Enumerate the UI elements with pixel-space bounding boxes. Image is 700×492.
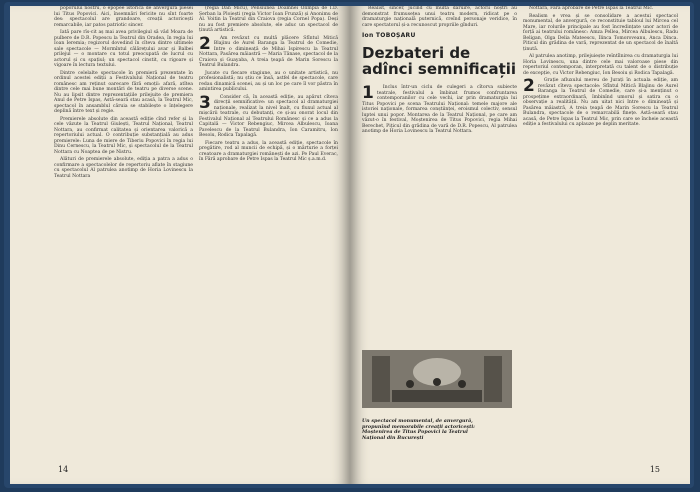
paragraph: Am revăzut cu multă plăcere Sfîntul Mitică Blajinu de Aurel Baranga la Teatrul de Comedie, Intre o dimineață de Mihai Ispirescu la Teatrul Nottara, Pasărea măiastră — Maria Tănase, spectacol de la Craiova și Guayaba, A treia țeapă de Marin Sorescu la Teatrul Bulandra. [199, 35, 338, 68]
paragraph: Alături de premierele absolute, ediția a patra a adus o confirmare a spectacolelor de repertoriu aflate în stagiune cu spectacolul Al patrulea anotimp de Horia Lovinescu la Teatrul Nottara [54, 157, 193, 179]
section-2-block [523, 78, 678, 128]
article-title-line: Dezbateri de [362, 44, 471, 62]
page-number: 14 [58, 465, 69, 474]
paragraph: Nottara, Fără aprobare de Petre Ispas la Teatrul Mic. [529, 6, 654, 11]
paragraph: Realism e vrea și se consolidare a acestui spectacol monumental, de anvergură, ce reconstituie tabloul lui Mircea cel Mare, iar rolurile principale au fost încredințate unor actori de forță ai teatrului românesc: Amza Pellea, Mircea Albulescu, Radu Beligan, Olga Delia Mateescu, Ilinca Tomoroveanu, Anca Dinca. Piticul din grădina de vară, reprezentat de un spectacol de înaltă ținută. [523, 13, 678, 52]
left-page-column-2 [199, 6, 338, 456]
left-page [10, 6, 350, 484]
paragraph: Jucate cu fiecare stagiune, au o unitate artistică, nu profesionalistă; nu știu ce însă, astfel de spectacole, care redau dinamică scenei, au și un loc pe care îl vor păstra în amintirea publicului. [199, 70, 338, 92]
paragraph: Realist, sincer, jucînd cu multă dăruire, actorii noștri au demonstrat frumusețea unui teatru modern, ridicat pe o dramaturgie națională puternică, creînd personaje veridice, în care spectatorul și-a recunoscut propriile gînduri. [362, 6, 517, 28]
paragraph: Iată pare rîs-cit aș mai avea privilegiul să văd Moara de pulbere de D.R. Popescu la Teatrul din Oradea, în regia lui Ioan Ieremia; regizorul dovedind în cîteva dintre ultimele sale spectacole — Mormîntul călărețului avar și Balbei prilejul — o montare cu totul preocupată de lucrul cu actorul și cu spațiul; un spectacol cinstit, cu rigoare și vigoare în lectura textului. [54, 30, 193, 68]
stage-photo [362, 350, 512, 408]
paragraph: poporului nostru, o epopee istorică de anvergura piesei lui Titus Popovici. Aici, însemnări fericite nu sînt foarte des: spectacolul are grandoare, creații actoricești remarcabile, iar patos patriotic sincer. [54, 6, 193, 28]
stage-scene-illustration [362, 350, 512, 408]
right-page [350, 6, 690, 484]
article-title-line: adînci semnificații [362, 60, 517, 78]
paragraph: Grație afluxului mereu de Jurați în actuala ediție, am revăzut cîteva spectacole: Sfîntul Mitică Blajinu de Aurel Baranga la Teatrul de Comedie, care și-a menținut o prospețime extraordinară, îmbinînd umorul și satira cu o observație a realității. Nu am uitat nici Intre o dimineață și Pasărea măiastră, A treia țeapă de Marin Sorescu la Teatrul Bulandra, spectacole de o remarcabilă finețe. Astă-seară stau acasă, de Petre Ispas la Teatrul Mic, prin care se încheie această ediție a festivalului cu aplauze pe deplin meritate. [523, 78, 678, 127]
section-number: 1 [362, 83, 374, 103]
right-page-column-2 [523, 6, 678, 456]
section-3-block [199, 92, 338, 139]
left-page-column-1 [54, 6, 193, 456]
article-title [362, 45, 517, 77]
page-number: 15 [649, 465, 660, 474]
photo-block [362, 346, 512, 412]
paragraph: Premierele absolute din această ediție cînd refer și la cele văzute la Teatrul Giulești, Teatrul Național, Teatrul Nottara, au confirmat calitatea și orientarea valorică a repertoriului actual. O contribuție substanțială au adus premierele: Luna de miere de Tiberiu Popovici în regia lui Dinu Cernescu, la Teatrul Mic, și spectacolul de la Teatrul Nottara cu Noaptea de pe Nistru. [54, 116, 193, 155]
paragraph: Inclus într-un ciclu de culegeri a cîtorva subiecte teatrale, festivalul a îmbinat frumos confruntarea contemporanilor cu cele vechi, iar prin dramaturgia lui Titus Popovici pe scena Teatrului Național: temele majore ale istoriei naționale, formarea conștiinței, eroismul colectiv, sensul luptei unui popor. Montarea de la Teatrul Național, pe care am văzut-o în festival, Moștenirea de Titus Popovici, regia Mihai Berechet, Pițicul din grădina de vară de D.R. Popescu, Al patrulea anotimp de Horia Lovinescu la Teatrul Nottara. [362, 85, 517, 134]
author-byline: Ion TOBOȘARU [362, 32, 416, 39]
paragraph: (regia Dan Micu), Pensiunea Doamnei Olimpia de I.D. Șerban la Ploiești (regia Victor Ioan Frunză) și Anonimu de Al. Voitin la Teatrul din Craiova (regia Cornel Popa). Deși nu au fost premiere absolute, ele aduc un spectacol de ținută artistică. [199, 6, 338, 33]
paragraph: Dintre celelalte spectacole în premieră prezentate în ordinul acestei ediții a Festivalului Național de teatru românesc am reținut oarecare fără emoții: afară, atîtea dintre cele mai bune montări de teatru pe diverse scene. Nu au lipsit dintre reprezentațiile prilejuite de premiera Anul de Petre Ispas, Astă-seară stau acasă, la Teatrul Mic, spectacol în ansamblul căruia se stabilește o înțelegere deplină între text și regie. [54, 70, 193, 114]
photo-caption: Un spectacol monumental, de anvergură, propunînd memorabile creații actoricești: Moștenirea de Titus Popovici la Teatrul Național din București [362, 417, 475, 442]
section-1-block [362, 85, 517, 135]
section-number: 2 [523, 76, 535, 96]
section-number: 2 [199, 33, 211, 54]
section-number: 3 [199, 92, 211, 113]
paragraph: Consider că, în această ediție, au apărut cîteva direcții semnificative: un spectacol al dramaturgiei naționale, realizat la nivel înalt, cu fluxul actual al mișcării teatrale, cu debutanți, ce și-au onorat locul din Festivalul Național al Teatrului Românesc și ce a adus la Capitală — Victor Rebengiuc, Mircea Albulescu, Ioana Pavelescu de la Teatrul Bulandra, Ion Caramitru, Ion Besoiu, Rodica Tapalagă. [199, 94, 338, 138]
photo-caption-block [362, 414, 480, 447]
section-2-block [199, 33, 338, 69]
paragraph: Fiecare teatru a adus, la această ediție, spectacole în pregătire, rod al muncii de echipă, și o mărturie a forței creatoare a dramaturgiei românești de azi. Pe Paul Everac, în Fără aprobare de Petre Ispas la Teatrul Mic ș.a.m.d. [199, 140, 338, 162]
book-spread [4, 2, 694, 488]
paragraph: Al patrulea anotimp, prilejuiește reîntîlnirea cu dramaturgia lui Horia Lovinescu, una dintre cele mai valoroase piese din repertoriul contemporan, interpretată cu talent de o distribuție de excepție, cu Victor Rebengiuc, Ion Besoiu și Rodica Tapalagă. [523, 54, 678, 76]
